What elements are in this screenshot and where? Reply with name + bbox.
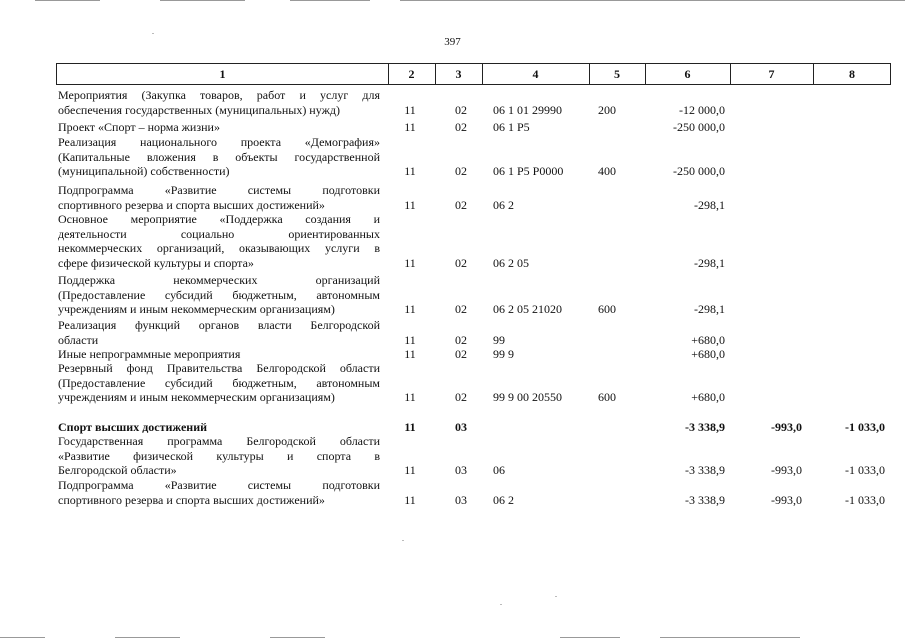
cell-c4: 06 2 <box>493 492 514 507</box>
cell-c6: -250 000,0 <box>673 120 725 134</box>
cell-c2: 11 <box>404 302 416 316</box>
cell-c7: -993,0 <box>771 420 802 434</box>
cell-c3: 03 <box>455 492 467 507</box>
row-description <box>58 120 380 135</box>
header-col-6: 6 <box>684 66 691 81</box>
cell-c3: 03 <box>455 420 467 434</box>
cell-c6: +680,0 <box>691 390 725 404</box>
cell-c2: 11 <box>404 332 416 347</box>
cell-c5: 400 <box>598 164 616 178</box>
page-number: 397 <box>444 36 461 48</box>
cell-c4: 06 1 P5 P0000 <box>493 164 564 178</box>
description-line: спортивного резерва и спорта высших достижений» <box>58 492 325 507</box>
header-col-5: 5 <box>614 66 620 81</box>
cell-c3: 02 <box>455 102 467 117</box>
cell-c5: 600 <box>598 302 616 316</box>
cell-c4: 99 9 <box>493 347 514 361</box>
cell-c2: 11 <box>404 102 416 117</box>
cell-c8: -1 033,0 <box>845 420 885 434</box>
row-description <box>58 135 380 179</box>
cell-c3: 02 <box>455 332 467 347</box>
cell-c5: 200 <box>598 102 616 117</box>
description-line: деятельности социально ориентированных <box>58 226 380 241</box>
cell-c2: 11 <box>404 120 416 134</box>
cell-c8: -1 033,0 <box>845 463 885 477</box>
description-line: Мероприятия (Закупка товаров, работ и услуг для <box>58 88 380 102</box>
description-line: Подпрограмма «Развитие системы подготовки <box>58 183 380 197</box>
cell-c6: -3 338,9 <box>685 420 725 434</box>
cell-c6: +680,0 <box>691 347 725 361</box>
cell-c3: 02 <box>455 302 467 316</box>
description-line: некоммерческих организаций, оказывающих услуги в <box>58 241 380 255</box>
cell-c2: 11 <box>404 390 416 404</box>
row-description <box>58 212 380 270</box>
description-line: Иные непрограммные мероприятия <box>58 347 241 361</box>
description-line: Реализация национального проекта «Демография» <box>58 135 380 149</box>
header-col-3: 3 <box>455 66 462 81</box>
description-line: сфере физической культуры и спорта» <box>58 255 254 270</box>
cell-c3: 02 <box>455 120 467 134</box>
header-col-7: 7 <box>768 66 775 81</box>
cell-c2: 11 <box>404 164 416 178</box>
description-line: Проект «Спорт – норма жизни» <box>58 120 220 134</box>
description-line: спортивного резерва и спорта высших достижений» <box>58 197 325 212</box>
cell-c3: 02 <box>455 390 467 404</box>
cell-c6: -3 338,9 <box>685 492 725 507</box>
description-line: (Предоставление субсидий бюджетным, автономным <box>58 287 380 302</box>
cell-c6: -250 000,0 <box>673 164 725 178</box>
description-line: Белгородской области» <box>58 463 177 477</box>
row-description <box>58 478 380 507</box>
header-col-2: 2 <box>408 66 415 81</box>
row-description <box>58 347 380 362</box>
description-line: «Развитие физической культуры и спорта в <box>58 448 380 463</box>
cell-c2: 11 <box>404 463 416 477</box>
cell-c3: 02 <box>455 197 467 212</box>
description-line: обеспечения государственных (муниципальных) нужд) <box>58 102 340 117</box>
description-line: Поддержка некоммерческих организаций <box>58 273 380 287</box>
description-line: Государственная программа Белгородской области <box>58 434 380 448</box>
cell-c7: -993,0 <box>771 463 802 477</box>
cell-c6: -298,1 <box>694 255 725 270</box>
cell-c3: 02 <box>455 255 467 270</box>
cell-c4: 06 <box>493 463 505 477</box>
cell-c3: 02 <box>455 164 467 178</box>
cell-c3: 03 <box>455 463 467 477</box>
cell-c6: -298,1 <box>694 197 725 212</box>
cell-c2: 11 <box>404 420 416 434</box>
header-col-1: 1 <box>219 66 226 81</box>
cell-c6: -298,1 <box>694 302 725 316</box>
cell-c6: -3 338,9 <box>685 463 725 477</box>
header-col-4: 4 <box>532 66 539 81</box>
cell-c3: 02 <box>455 347 467 361</box>
cell-c4: 06 2 <box>493 197 514 212</box>
cell-c6: +680,0 <box>691 332 725 347</box>
cell-c2: 11 <box>404 347 416 361</box>
description-line: (Капитальные вложения в объекты государственной <box>58 149 380 164</box>
cell-c2: 11 <box>404 197 416 212</box>
row-description <box>58 420 380 435</box>
cell-c4: 06 1 P5 <box>493 120 530 134</box>
row-description <box>58 434 380 478</box>
description-line: (Предоставление субсидий бюджетным, автономным <box>58 375 380 390</box>
description-line: Основное мероприятие «Поддержка создания и <box>58 212 380 226</box>
cell-c4: 06 2 05 21020 <box>493 302 562 316</box>
cell-c4: 99 <box>493 332 505 347</box>
description-line: Спорт высших достижений <box>58 420 208 434</box>
cell-c4: 99 9 00 20550 <box>493 390 562 404</box>
cell-c6: -12 000,0 <box>679 102 725 117</box>
cell-c7: -993,0 <box>771 492 802 507</box>
cell-c2: 11 <box>404 492 416 507</box>
cell-c2: 11 <box>404 255 416 270</box>
description-line: учреждениям и иным некоммерческим организациям) <box>58 390 335 404</box>
row-description <box>58 88 380 117</box>
cell-c5: 600 <box>598 390 616 404</box>
header-col-8: 8 <box>849 66 855 81</box>
row-description <box>58 361 380 405</box>
description-line: (муниципальной) собственности) <box>58 164 230 178</box>
cell-c4: 06 1 01 29990 <box>493 102 562 117</box>
description-line: области <box>58 332 99 347</box>
cell-c4: 06 2 05 <box>493 255 529 270</box>
cell-c8: -1 033,0 <box>845 492 885 507</box>
description-line: Резервный фонд Правительства Белгородской области <box>58 361 380 375</box>
row-description <box>58 318 380 347</box>
row-description <box>58 273 380 317</box>
description-line: Подпрограмма «Развитие системы подготовки <box>58 478 380 492</box>
description-line: учреждениям и иным некоммерческим организациям) <box>58 302 335 316</box>
description-line: Реализация функций органов власти Белгородской <box>58 318 380 332</box>
row-description <box>58 183 380 212</box>
